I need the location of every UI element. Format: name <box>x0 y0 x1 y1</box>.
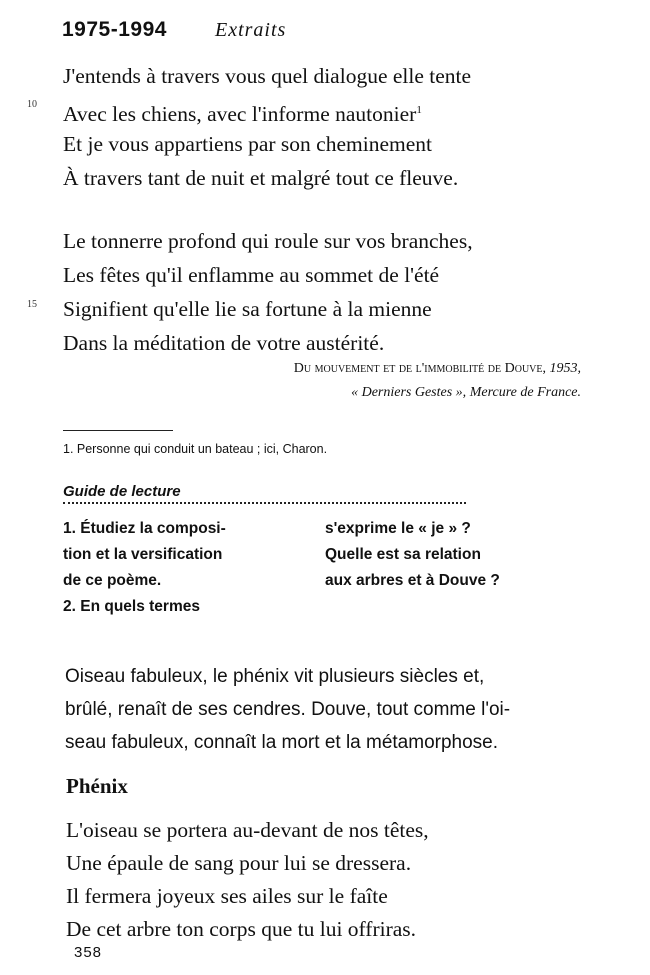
guide-title: Guide de lecture <box>63 483 181 500</box>
verse-line: Une épaule de sang pour lui se dressera. <box>66 851 412 875</box>
guide-question-line: tion et la versification <box>63 546 223 563</box>
source-work: Du mouvement et de l'immobilité de Douve, <box>293 361 546 376</box>
page-number: 358 <box>74 944 103 961</box>
verse-line: Le tonnerre profond qui roule sur vos branches, <box>63 229 473 253</box>
source-year: 1953, <box>549 361 581 376</box>
chapter-subtitle: Extraits <box>215 19 287 41</box>
source-section: « Derniers Gestes », <box>351 385 467 400</box>
guide-dotted-divider <box>63 502 466 504</box>
guide-question-line: s'exprime le « je » ? <box>325 520 471 537</box>
verse-line: Et je vous appartiens par son cheminement <box>63 132 432 156</box>
footnote-divider <box>63 430 173 431</box>
intro-line: Oiseau fabuleux, le phénix vit plusieurs siècles et, <box>65 666 485 687</box>
verse-line: De cet arbre ton corps que tu lui offriras. <box>66 917 417 941</box>
chapter-years: 1975-1994 <box>62 18 167 41</box>
source-publisher-line <box>351 385 581 401</box>
source-publisher: Mercure de France. <box>469 385 581 400</box>
verse-line: Il fermera joyeux ses ailes sur le faîte <box>66 884 388 908</box>
footnote-marker: 1 <box>416 104 422 116</box>
verse-line: Dans la méditation de votre austérité. <box>63 331 385 355</box>
intro-line: seau fabuleux, connaît la mort et la métamorphose. <box>65 732 499 753</box>
guide-question-line: 1. Étudiez la composi- <box>63 520 226 537</box>
verse-line <box>63 93 422 131</box>
verse-text: Avec les chiens, avec l'informe nautonier <box>63 102 417 127</box>
verse-line: Les fêtes qu'il enflamme au sommet de l'été <box>63 263 440 287</box>
guide-question-line: Quelle est sa relation <box>325 546 481 563</box>
line-number: 10 <box>27 99 37 110</box>
footnote: 1. Personne qui conduit un bateau ; ici, Charon. <box>63 442 328 456</box>
source-citation <box>294 361 581 377</box>
intro-line: brûlé, renaît de ses cendres. Douve, tout comme l'oi- <box>65 699 511 720</box>
guide-question-line: de ce poème. <box>63 572 162 589</box>
line-number: 15 <box>27 299 37 310</box>
poem-title: Phénix <box>66 774 128 798</box>
verse-line: J'entends à travers vous quel dialogue elle tente <box>63 64 472 88</box>
guide-question-line: aux arbres et à Douve ? <box>325 572 500 589</box>
verse-line: Signifient qu'elle lie sa fortune à la mienne <box>63 297 432 321</box>
verse-line: À travers tant de nuit et malgré tout ce fleuve. <box>63 166 459 190</box>
verse-line: L'oiseau se portera au-devant de nos têtes, <box>66 818 429 842</box>
guide-question-line: 2. En quels termes <box>63 598 200 615</box>
